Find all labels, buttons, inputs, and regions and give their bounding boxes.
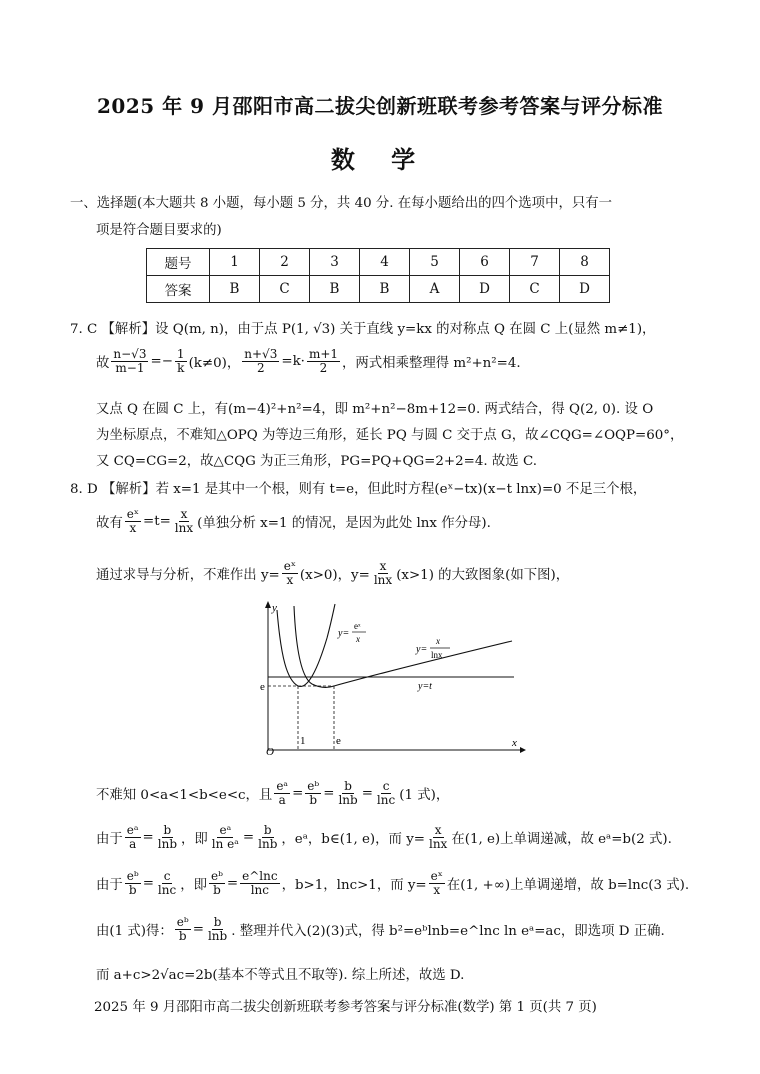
line-t-label: y=t xyxy=(418,681,432,692)
denominator: lnc xyxy=(250,883,270,898)
denominator: lnx xyxy=(174,521,194,536)
q7-line5: 又 CQ=CG=2，故△CQG 为正三角形，PG=PQ+QG=2+2=4. 故选 C. xyxy=(96,454,537,469)
numerator: eᵃ xyxy=(276,779,289,793)
q7-line1: 7. C 【解析】设 Q(m, n)，由于点 P(1, √3) 关于直线 y=kx 的对称点 Q 在圆 C 上(显然 m≠1)， xyxy=(70,322,656,337)
fraction xyxy=(240,870,279,897)
q7-line4: 为坐标原点，不难知△OPQ 为等边三角形，延长 PQ 与圆 C 交于点 G，故∠CQG=∠OQP=60°， xyxy=(96,428,684,443)
denominator: 2 xyxy=(319,361,328,376)
numerator: n−√3 xyxy=(113,347,147,361)
numerator: eᵇ xyxy=(307,779,320,793)
curve-ex-over-x xyxy=(277,604,335,686)
denominator: x xyxy=(129,521,137,536)
fraction xyxy=(256,824,279,851)
text: 由于 xyxy=(96,832,123,848)
denominator: lnb xyxy=(157,837,177,852)
fraction xyxy=(156,870,178,897)
fraction xyxy=(175,916,191,943)
numerator: eᵃ xyxy=(126,823,139,837)
text: ，eᵃ，b∈(1, e)，而 y= xyxy=(281,832,425,848)
denominator: x xyxy=(286,573,294,588)
numerator: c xyxy=(382,779,390,793)
row-label-question: 题号 xyxy=(147,249,210,276)
text: =t= xyxy=(142,514,171,530)
denominator: b xyxy=(178,929,187,944)
numerator: c xyxy=(163,869,171,883)
fraction xyxy=(427,824,449,851)
question-number: 5 xyxy=(410,249,460,276)
numerator: m+1 xyxy=(308,347,339,361)
answer-cell: B xyxy=(360,276,410,303)
numerator: x xyxy=(434,823,442,837)
x-axis-label: x xyxy=(512,737,517,749)
q8-line2 xyxy=(96,508,491,535)
answer-cell: C xyxy=(260,276,310,303)
q7-line2 xyxy=(96,348,521,375)
text: (1 式)， xyxy=(399,788,450,804)
fraction xyxy=(305,780,321,807)
numerator: b xyxy=(213,915,222,929)
fraction xyxy=(173,508,195,535)
question-number: 6 xyxy=(460,249,510,276)
row-label-answer: 答案 xyxy=(147,276,210,303)
page-title: 2025 年 9 月邵阳市高二拔尖创新班联考参考答案与评分标准 xyxy=(97,94,663,118)
denominator: b xyxy=(128,883,137,898)
answer-cell: D xyxy=(560,276,610,303)
denominator: 2 xyxy=(256,361,265,376)
q8-line6: 由于 $\frac{\text{eᵇ}}{b}$ = $\frac{c}{\ln c}$ ，即 $\frac{\text{eᵇ}}{b}$ = $\frac{e\^{}\ln c}{\ln c}$ ，b>1，lnc>1，而 y= $\frac{\text{eˣ}}{x}$ 在(1, +∞)上单调递增，故 b=lnc(3 式). xyxy=(96,869,690,898)
curve2-label-prefix: y= xyxy=(416,644,428,655)
text: 通过求导与分析，不难作出 y= xyxy=(96,568,280,584)
q8-line3 xyxy=(96,560,569,587)
denominator: a xyxy=(129,837,137,852)
curve2-label-num: x xyxy=(436,636,440,646)
y-axis-arrow xyxy=(265,601,271,608)
fraction xyxy=(209,870,225,897)
numerator: eᵇ xyxy=(176,915,189,929)
numerator: eᵇ xyxy=(126,869,139,883)
text: ，即 xyxy=(181,832,208,848)
fraction xyxy=(336,780,359,807)
denominator: b xyxy=(213,883,221,898)
question-number: 8 xyxy=(560,249,610,276)
text: (x>0)，y= xyxy=(299,568,370,584)
q8-line8: 而 a+c>2√ac=2b(基本不等式且不取等). 综上所述，故选 D. xyxy=(96,968,465,983)
text: (k≠0)， xyxy=(188,356,241,372)
denominator: m−1 xyxy=(115,361,145,376)
answer-table-row-questions xyxy=(147,249,610,276)
subject-heading: 数 学 xyxy=(330,145,430,174)
numerator: 1 xyxy=(176,347,185,361)
numerator: b xyxy=(263,823,272,837)
page-footer: 2025 年 9 月邵阳市高二拔尖创新班联考参考答案与评分标准(数学) 第 1 页(共 7 页) xyxy=(94,1000,597,1015)
text: 在(1, e)上单调递减，故 eᵃ=b(2 式). xyxy=(451,832,672,848)
fraction xyxy=(429,870,445,897)
q7-line3: 又点 Q 在圆 C 上，有(m−4)²+n²=4，即 m²+n²−8m+12=0. 两式结合，得 Q(2, 0). 设 O xyxy=(96,402,654,417)
numerator: eᵇ xyxy=(211,869,223,883)
text: ，两式相乘整理得 m²+n²=4. xyxy=(342,356,521,372)
question-number: 2 xyxy=(260,249,310,276)
curve1-label-num: eˣ xyxy=(354,621,361,631)
fraction xyxy=(175,348,187,375)
fraction xyxy=(210,824,241,851)
fraction xyxy=(111,348,148,375)
q8-line4: 不难知 0<a<1<b<e<c，且 $\frac{\text{eᵃ}}{a}$ = $\frac{\text{eᵇ}}{b}$ = $\frac{b}{\ln b}$ = $\frac{c}{\ln c}$ (1 式)， xyxy=(96,779,450,808)
answer-table-row-answers xyxy=(147,276,610,303)
numerator: b xyxy=(344,779,352,793)
text: 由于 xyxy=(96,878,123,894)
text: 不难知 0<a<1<b<e<c，且 xyxy=(96,788,273,804)
tick-1-label: 1 xyxy=(300,735,306,747)
text: ，即 xyxy=(180,878,207,894)
denominator: lnc xyxy=(376,793,396,808)
text: ，b>1，lnc>1，而 y= xyxy=(281,878,427,894)
text: 故有 xyxy=(96,516,123,532)
denominator: a xyxy=(278,793,286,808)
fraction xyxy=(156,824,179,851)
answer-cell: D xyxy=(460,276,510,303)
fraction xyxy=(375,780,397,807)
fraction xyxy=(282,560,298,587)
section1-intro-line1: 一、选择题(本大题共 8 小题，每小题 5 分，共 40 分. 在每小题给出的四个选项中，只有一 xyxy=(70,196,613,211)
text: 由(1 式)得： xyxy=(96,924,173,940)
numerator: eˣ xyxy=(283,559,296,573)
e-level-label: e xyxy=(260,681,265,693)
text: =k· xyxy=(281,354,305,370)
fraction xyxy=(242,348,279,375)
denominator: b xyxy=(309,793,318,808)
denominator: lnx xyxy=(428,837,448,852)
numerator: x xyxy=(379,559,387,573)
fraction xyxy=(125,824,141,851)
answer-cell: A xyxy=(410,276,460,303)
numerator: n+√3 xyxy=(244,347,278,361)
question-number: 4 xyxy=(360,249,410,276)
text: 故 xyxy=(96,356,110,372)
denominator: lnx xyxy=(373,573,393,588)
question-number: 1 xyxy=(210,249,260,276)
numerator: x xyxy=(180,507,188,521)
question-number: 3 xyxy=(310,249,360,276)
numerator: b xyxy=(163,823,172,837)
curve1-label-den: x xyxy=(356,634,360,644)
text: . 整理并代入(2)(3)式，得 b²=eᵇlnb=e^lnc ln eᵃ=ac，即选项 D 正确. xyxy=(231,924,665,940)
denominator: lnb xyxy=(258,837,278,852)
fraction xyxy=(307,348,340,375)
question-number: 7 xyxy=(510,249,560,276)
text: (单独分析 x=1 的情况，是因为此处 lnx 作分母). xyxy=(197,516,491,532)
curve1-label-prefix: y= xyxy=(338,628,350,639)
denominator: ln eᵃ xyxy=(211,837,239,852)
fraction xyxy=(372,560,394,587)
denominator: x xyxy=(433,883,441,898)
numerator: eˣ xyxy=(126,507,139,521)
curve2-label-den: lnx xyxy=(431,650,443,660)
answer-cell: B xyxy=(210,276,260,303)
answer-cell: C xyxy=(510,276,560,303)
denominator: k xyxy=(177,361,185,376)
answer-table xyxy=(146,248,610,303)
fraction xyxy=(206,916,229,943)
denominator: lnc xyxy=(157,883,177,898)
origin-label: O xyxy=(266,746,274,758)
section1-intro-line2: 项是符合题目要求的) xyxy=(96,223,222,238)
answer-cell: B xyxy=(310,276,360,303)
numerator: eᵃ xyxy=(219,823,232,837)
denominator: lnb xyxy=(207,929,228,944)
curve-x-over-lnx xyxy=(294,606,512,687)
numerator: e^lnc xyxy=(242,869,278,883)
x-axis-arrow xyxy=(520,747,526,753)
q8-line7: 由(1 式)得： $\frac{\text{eᵇ}}{b}$ = $\frac{b}{\ln b}$ . 整理并代入(2)(3)式，得 b²=eᵇlnb=e^lnc ln eᵃ=ac，即选项 D 正确. xyxy=(96,915,665,944)
q8-line1: 8. D 【解析】若 x=1 是其中一个根，则有 t=e，但此时方程(eˣ−tx)(x−t lnx)=0 不足三个根， xyxy=(70,482,647,497)
function-graph xyxy=(250,598,530,758)
denominator: lnb xyxy=(338,793,358,808)
text: (x>1) 的大致图象(如下图)， xyxy=(396,568,570,584)
numerator: eˣ xyxy=(430,869,443,883)
fraction xyxy=(125,870,141,897)
text: =− xyxy=(150,354,173,370)
tick-e-label: e xyxy=(336,735,341,747)
fraction xyxy=(274,780,290,807)
q8-line5: 由于 $\frac{\text{eᵃ}}{a}$ = $\frac{b}{\ln b}$ ，即 $\frac{\text{eᵃ}}{\text{ln eᵃ}}$ = $\frac{b}{\ln b}$ ，eᵃ，b∈(1, e)，而 y= $\frac{x}{\ln x}$ 在(1, e)上单调递减，故 eᵃ=b(2 式). xyxy=(96,823,672,852)
y-axis-label: y xyxy=(272,602,277,614)
text: 在(1, +∞)上单调递增，故 b=lnc(3 式). xyxy=(446,878,690,894)
fraction xyxy=(125,508,141,535)
